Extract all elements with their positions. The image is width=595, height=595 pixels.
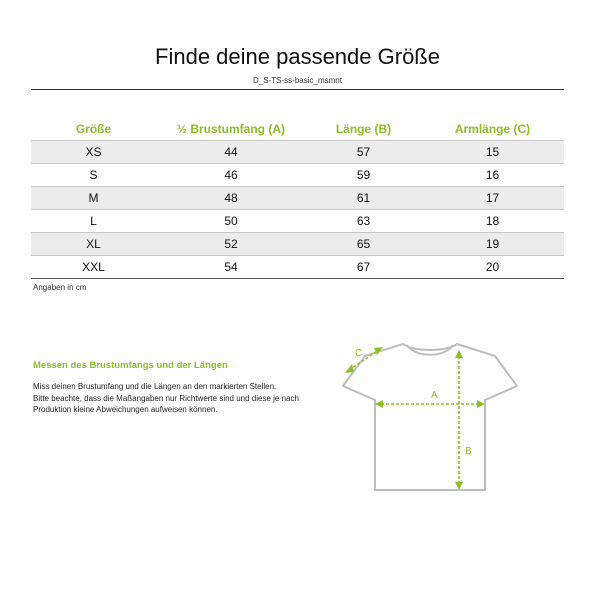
measure-heading: Messen des Brustumfangs und der Längen xyxy=(33,360,228,371)
cell-length: 61 xyxy=(306,187,421,210)
tshirt-measurement-diagram xyxy=(335,338,525,498)
cell-size: XL xyxy=(31,233,156,256)
cell-chest: 46 xyxy=(156,164,306,187)
cell-sleeve: 17 xyxy=(421,187,564,210)
header-chest: ½ Brustumfang (A) xyxy=(177,122,285,136)
table-row xyxy=(31,210,564,233)
table-row xyxy=(31,256,564,279)
cell-chest: 50 xyxy=(156,210,306,233)
cell-sleeve: 19 xyxy=(421,233,564,256)
cell-length: 59 xyxy=(306,164,421,187)
measure-instruction-1: Miss deinen Brustumfang und die Längen an den markierten Stellen. xyxy=(33,382,277,391)
table-row xyxy=(31,233,564,256)
cell-size: XS xyxy=(31,141,156,164)
cell-length: 57 xyxy=(306,141,421,164)
header-length: Länge (B) xyxy=(335,122,392,136)
arrow-a xyxy=(375,400,485,408)
label-b: B xyxy=(465,446,472,457)
cell-length: 67 xyxy=(306,256,421,279)
cell-chest: 52 xyxy=(156,233,306,256)
product-code: D_S-TS-ss-basic_msmnt xyxy=(253,76,342,85)
page-title: Finde deine passende Größe xyxy=(155,44,440,69)
label-c: C xyxy=(355,348,363,359)
tshirt-outline-icon xyxy=(343,344,517,490)
measure-instruction-2: Bitte beachte, dass die Maßangaben nur Richtwerte sind und diese je nach Produktion kleine Abweichungen aufweisen können. xyxy=(33,393,299,414)
cell-sleeve: 18 xyxy=(421,210,564,233)
size-table xyxy=(31,118,564,279)
cell-sleeve: 15 xyxy=(421,141,564,164)
cell-sleeve: 20 xyxy=(421,256,564,279)
header-sleeve: Armlänge (C) xyxy=(454,122,531,136)
cell-size: M xyxy=(31,187,156,210)
arrow-b xyxy=(455,350,463,490)
cell-chest: 48 xyxy=(156,187,306,210)
cell-chest: 54 xyxy=(156,256,306,279)
cell-size: XXL xyxy=(31,256,156,279)
units-note: Angaben in cm xyxy=(33,283,87,292)
title-divider xyxy=(31,89,564,90)
cell-chest: 44 xyxy=(156,141,306,164)
table-row xyxy=(31,141,564,164)
size-table-header-row xyxy=(31,118,564,141)
table-row xyxy=(31,164,564,187)
measure-instructions xyxy=(33,381,303,416)
cell-size: L xyxy=(31,210,156,233)
table-row xyxy=(31,187,564,210)
cell-length: 65 xyxy=(306,233,421,256)
arrow-c xyxy=(345,347,383,373)
cell-sleeve: 16 xyxy=(421,164,564,187)
cell-size: S xyxy=(31,164,156,187)
label-a: A xyxy=(431,390,438,401)
header-size: Größe xyxy=(75,122,112,136)
cell-length: 63 xyxy=(306,210,421,233)
